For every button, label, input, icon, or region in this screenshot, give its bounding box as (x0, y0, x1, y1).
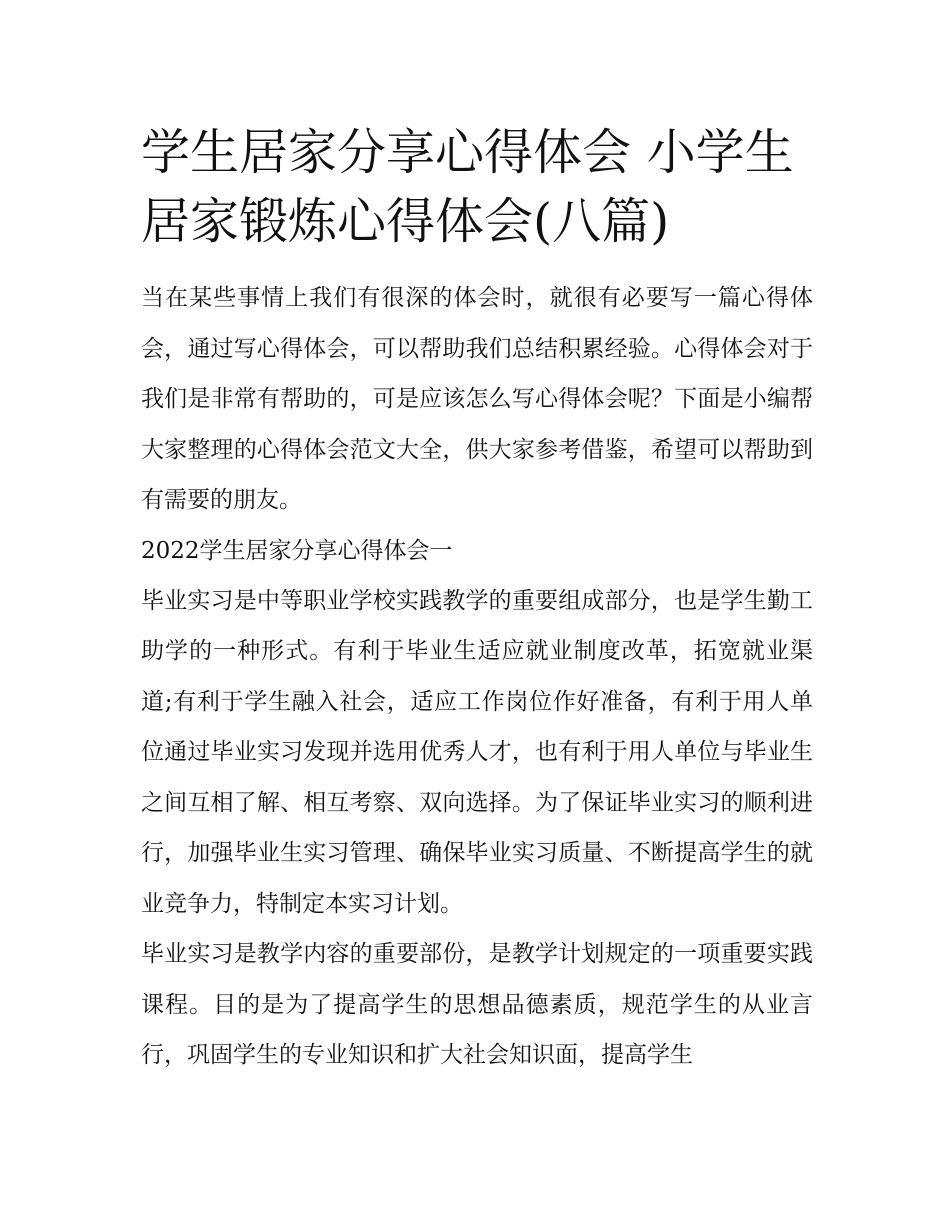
section-heading: 2022学生居家分享心得体会一 (141, 537, 453, 564)
body-paragraph-2: 毕业实习是教学内容的重要部份，是教学计划规定的一项重要实践课程。目的是为了提高学生的思想品德素质，规范学生的从业言行，巩固学生的专业知识和扩大社会知识面，提高学生 (141, 941, 813, 1068)
body-paragraph-1: 毕业实习是中等职业学校实践教学的重要组成部分，也是学生勤工助学的一种形式。有利于毕业生适应就业制度改革，拓宽就业渠道;有利于学生融入社会，适应工作岗位作好准备，有利于用人单位通过毕业实习发现并选用优秀人才，也有利于用人单位与毕业生之间互相了解、相互考察、双向选择。为了保证毕业实习的顺利进行，加强毕业生实习管理、确保毕业实习质量、不断提高学生的就业竞争力，特制定本实习计划。 (141, 587, 813, 917)
document-page (141, 118, 813, 1081)
document-title: 学生居家分享心得体会 小学生居家锻炼心得体会(八篇) (141, 124, 794, 250)
intro-paragraph: 当在某些事情上我们有很深的体会时，就很有必要写一篇心得体会，通过写心得体会，可以帮助我们总结积累经验。心得体会对于我们是非常有帮助的，可是应该怎么写心得体会呢？下面是小编帮大家整理的心得体会范文大全，供大家参考借鉴，希望可以帮助到有需要的朋友。 (141, 285, 813, 513)
